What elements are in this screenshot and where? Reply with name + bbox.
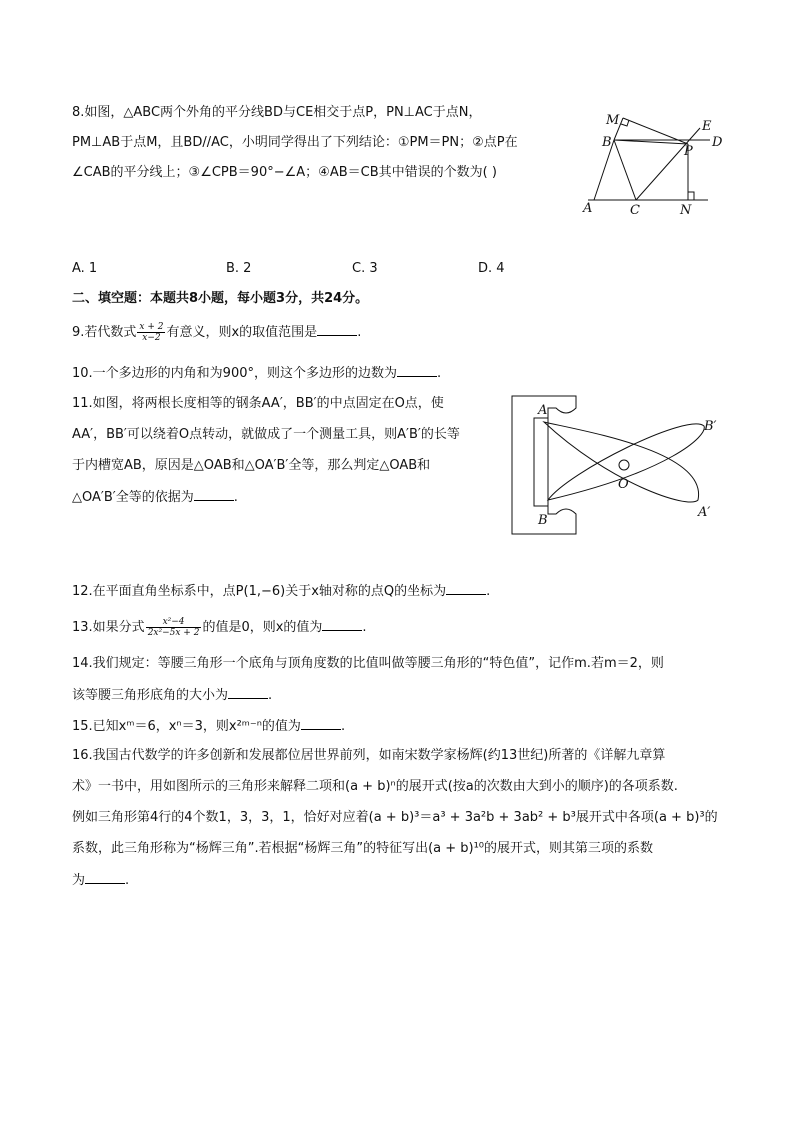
q13-suffix: 的值是0，则x的值为 <box>202 620 323 635</box>
q9-denominator: x−2 <box>142 333 161 343</box>
label-c: C <box>630 203 640 218</box>
label-a: A <box>538 403 548 418</box>
label-e: E <box>702 119 712 134</box>
q14-answer-blank <box>228 686 268 699</box>
q15-line: 15.已知xᵐ＝6，xⁿ＝3，则x²ᵐ⁻ⁿ的值为 . <box>72 719 346 734</box>
q8-line3: ∠CAB的平分线上；③∠CPB＝90°−∠A；④AB＝CB其中错误的个数为( ) <box>72 165 497 180</box>
q9-suffix: 有意义，则x的取值范围是 <box>166 325 318 340</box>
q10-text: 10.一个多边形的内角和为900°，则这个多边形的边数为 <box>72 366 397 381</box>
q16-line1: 16.我国古代数学的许多创新和发展都位居世界前列，如南宋数学家杨辉(约13世纪)所著的《详解九章算 <box>72 748 666 763</box>
label-o: O <box>618 477 629 492</box>
label-b: B <box>538 513 548 528</box>
q16-line3: 例如三角形第4行的4个数1，3，3，1，恰好对应着(a + b)³＝a³ + 3a²b + 3ab² + b³展开式中各项(a + b)³的 <box>72 810 718 825</box>
q8-option-d: D. 4 <box>478 261 505 276</box>
q11-answer-blank <box>194 488 234 501</box>
q12-answer-blank <box>446 582 486 595</box>
q9-prefix: 9.若代数式 <box>72 325 137 340</box>
groove-strip <box>534 418 548 506</box>
label-b-prime: B′ <box>704 419 717 434</box>
q16-line2: 术》一书中，用如图所示的三角形来解释二项和(a + b)ⁿ的展开式(按a的次数由大到小的顺序)的各项系数. <box>72 779 678 794</box>
pivot-o <box>619 460 629 470</box>
q11-line1: 11.如图，将两根长度相等的钢条AA′，BB′的中点固定在O点，使 <box>72 396 444 411</box>
segment-pb <box>614 140 688 144</box>
section-header-fill-in: 二、填空题：本题共8小题，每小题3分，共24分。 <box>72 291 369 306</box>
q8-line1: 8.如图，△ABC两个外角的平分线BD与CE相交于点P，PN⊥AC于点N， <box>72 105 482 120</box>
label-d: D <box>712 135 723 150</box>
segment-bc <box>614 140 636 200</box>
q8-option-b: B. 2 <box>226 261 252 276</box>
q13-fraction <box>146 617 202 638</box>
q14-line1: 14.我们规定：等腰三角形一个底角与顶角度数的比值叫做等腰三角形的“特色值”，记作m.若m＝2，则 <box>72 656 664 671</box>
q10-line: 10.一个多边形的内角和为900°，则这个多边形的边数为 . <box>72 366 442 381</box>
q9-line: 9.若代数式 $\frac{x + 2}{x-2}$ 有意义，则x的取值范围是 . <box>72 322 362 343</box>
q16-answer-blank <box>85 871 125 884</box>
label-p: P <box>684 144 693 159</box>
q11-line4-text: △OA′B′全等的依据为 <box>72 490 194 505</box>
q16-line5-text: 为 <box>72 873 86 888</box>
q12-line: 12.在平面直角坐标系中，点P(1,−6)关于x轴对称的点Q的坐标为 . <box>72 584 491 599</box>
q14-line2-text: 该等腰三角形底角的大小为 <box>72 688 229 703</box>
q8-option-c: C. 3 <box>352 261 378 276</box>
q15-text: 15.已知xᵐ＝6，xⁿ＝3，则x²ᵐ⁻ⁿ的值为 <box>72 719 301 734</box>
right-angle-n <box>688 192 694 200</box>
q11-line4: △OA′B′全等的依据为 . <box>72 490 238 505</box>
q13-numerator: x²−4 <box>146 617 202 628</box>
q16-line5: 为 . <box>72 873 130 888</box>
q10-answer-blank <box>397 364 437 377</box>
q9-numerator: x + 2 <box>139 322 164 332</box>
label-a-prime: A′ <box>698 505 711 520</box>
q15-answer-blank <box>301 717 341 730</box>
q13-answer-blank <box>322 618 362 631</box>
q11-line2: AA′，BB′可以绕着O点转动，就做成了一个测量工具，则A′B′的长等 <box>72 427 460 442</box>
q9-answer-blank <box>317 323 357 336</box>
line-ce <box>636 128 700 200</box>
q8-option-a: A. 1 <box>72 261 98 276</box>
q11-figure <box>508 392 738 542</box>
q13-denominator: 2x²−5x + 2 <box>147 628 200 638</box>
q8-figure <box>578 108 728 220</box>
q13-line: 13.如果分式 $\frac{\text{x²−4}}{\text{2x²−5x + 2}}$ 的值是0，则x的值为 . <box>72 617 367 638</box>
q14-line2: 该等腰三角形底角的大小为 . <box>72 688 273 703</box>
q9-fraction <box>137 322 165 343</box>
label-n: N <box>680 203 692 218</box>
q11-line3: 于内槽宽AB，原因是△OAB和△OA′B′全等，那么判定△OAB和 <box>72 458 431 473</box>
q8-line2: PM⊥AB于点M，且BD//AC，小明同学得出了下列结论：①PM＝PN；②点P在 <box>72 135 518 150</box>
label-a: A <box>583 201 593 216</box>
q16-line4: 系数，此三角形称为“杨辉三角”.若根据“杨辉三角”的特征写出(a + b)¹⁰的展开式，则其第三项的系数 <box>72 841 654 856</box>
q12-text: 12.在平面直角坐标系中，点P(1,−6)关于x轴对称的点Q的坐标为 <box>72 584 447 599</box>
label-m: M <box>606 113 620 128</box>
label-b: B <box>602 135 612 150</box>
q13-prefix: 13.如果分式 <box>72 620 145 635</box>
